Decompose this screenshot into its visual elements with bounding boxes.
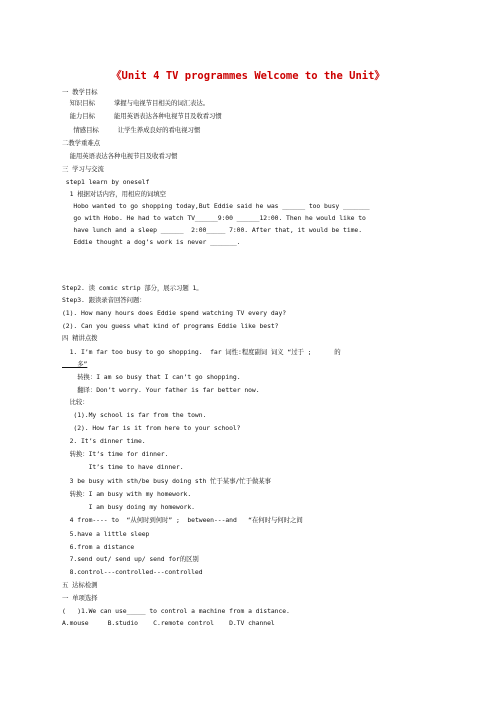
text-line: 5.have a little sleep [62, 530, 150, 538]
text-line: 6.from a distance [62, 543, 135, 551]
text-line: 1. I’m far too busy to go shopping. far 词性:程度副词 词义 “过于 ; 的 [62, 348, 341, 356]
text-line: 能力目标 能用英语表达各种电视节目及收看习惯 [62, 112, 222, 120]
text-line: have lunch and a sleep ______ 2:00_____ 7:00. After that, it would be time. [62, 226, 363, 234]
question-line: ( )1.We can use_____ to control a machine from a distance. [62, 607, 290, 615]
text-line: Step3. 跟读录音回答问题： [62, 296, 146, 304]
text-line: 1 根据对话内容，用相应的词填空 [62, 190, 166, 198]
text-line: Eddie thought a dog’s work is never _______. [62, 238, 241, 246]
section-heading: 二教学重难点 [62, 139, 101, 147]
text-line: 翻译：Don’t worry. Your father is far better now. [62, 386, 260, 394]
section-heading: 一 教学目标 [62, 88, 98, 96]
text-line: 比较： [62, 398, 89, 406]
text-line: 3 be busy with sth/be busy doing sth 忙于某事/忙于做某事 [62, 477, 271, 485]
text-line: 多” [62, 360, 88, 368]
document-title: 《Unit 4 TV programmes Welcome to the Unit》 [111, 70, 385, 82]
answer-options: A.mouse B.studio C.remote control D.TV channel [62, 619, 275, 627]
text-line: 情感目标 让学生养成良好的看电视习惯 [62, 126, 201, 134]
text-line: 8.control---controlled---controlled [62, 568, 203, 576]
text-line: It’s time to have dinner. [62, 463, 184, 471]
text-line: 4 from---- to “从何时到何时” ; between---and “在何时与何时之间 [62, 516, 303, 524]
text-line: (1). How many hours does Eddie spend watching TV every day? [62, 309, 287, 317]
text-line: 转换：It’s time for dinner. [62, 450, 169, 458]
text-line: 2. It’s dinner time. [62, 437, 146, 445]
text-line: step1 learn by oneself [62, 178, 150, 186]
text-line: 能用英语表达各种电视节目及收看习惯 [62, 152, 178, 160]
text-line: 7.send out/ send up/ send for的区别 [62, 555, 199, 563]
text-line: (2). How far is it from here to your school? [62, 424, 241, 432]
section-heading: 四 精讲点拨 [62, 334, 98, 342]
text-line: Hobo wanted to go shopping today,But Eddie said he was ______ too busy _______ [62, 202, 370, 210]
text-line: 转换：I am busy with my homework. [62, 490, 192, 498]
text-line: 知识目标 掌握与电视节目相关的词汇表达。 [62, 99, 210, 107]
section-heading: 一 单项选择 [62, 594, 98, 602]
text-line: (1).My school is far from the town. [62, 411, 207, 419]
section-heading: 五 达标检测 [62, 581, 98, 589]
text-line: 转换：I am so busy that I can’t go shopping. [62, 373, 241, 381]
text-line: (2). Can you guess what kind of programs Eddie like best? [62, 322, 279, 330]
text-line: Step2. 读 comic strip 部分，展示习题 1。 [62, 284, 203, 292]
text-line: I am busy doing my homework. [62, 503, 195, 511]
section-heading: 三 学习与交流 [62, 165, 104, 173]
text-line: go with Hobo. He had to watch TV______9:00 ______12:00. Then he would like to [62, 214, 366, 222]
